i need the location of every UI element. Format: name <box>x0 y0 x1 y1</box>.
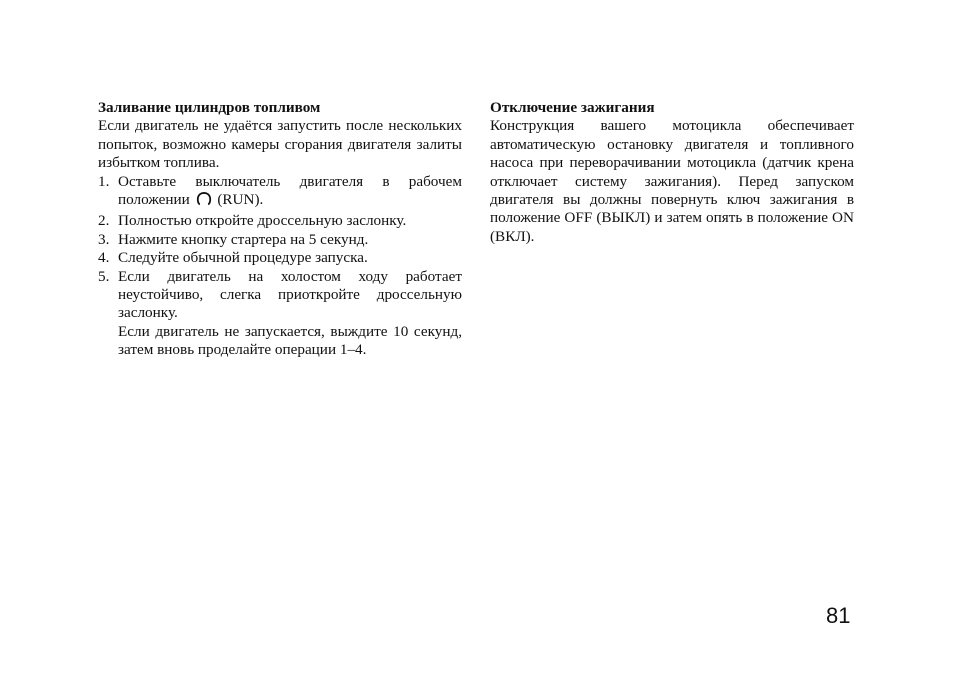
page-number: 81 <box>826 603 851 628</box>
flooding-intro: Если двигатель не удаётся запустить после нескольких попыток, возможно камеры сгорания двигателя залиты избытком топлива. <box>98 117 462 172</box>
fuel-flooding-section <box>98 99 462 360</box>
step-text-suffix: (RUN). <box>217 191 264 209</box>
step-number: 3. <box>98 230 110 248</box>
ignition-body: Конструкция вашего мотоцикла обеспечивает автоматическую остановку двигателя и топливного насоса при переворачивании мотоцикла (датчик крена отключает систему зажигания). Перед запуском двигателя вы должны повернуть ключ зажигания в положение OFF (ВЫКЛ) и затем опять в положение ON (ВКЛ). <box>490 117 854 245</box>
step-number: 4. <box>98 249 110 267</box>
list-item <box>98 268 462 360</box>
step-text: Оставьте выключатель двигателя в рабочем положении <box>118 172 462 209</box>
section-title-ignition: Отключение зажигания <box>490 99 655 116</box>
step-number: 1. <box>98 172 110 190</box>
step-text: Нажмите кнопку стартера на 5 секунд. <box>118 230 369 248</box>
step-number: 5. <box>98 267 110 285</box>
step-text: Полностью откройте дроссельную заслонку. <box>118 212 407 230</box>
flooding-steps-list <box>98 173 462 360</box>
ignition-cutoff-section <box>490 99 854 246</box>
list-item <box>98 212 462 230</box>
step-number: 2. <box>98 212 110 230</box>
section-title-flooding: Заливание цилиндров топливом <box>98 99 321 116</box>
list-item <box>98 173 462 213</box>
step-text: Следуйте обычной процедуре запуска. <box>118 249 368 267</box>
step-text-continuation: Если двигатель не запускается, выждите 10 секунд, затем вновь проделайте операции 1–4. <box>118 322 462 359</box>
list-item <box>98 249 462 267</box>
engine-run-icon <box>196 191 212 212</box>
list-item <box>98 231 462 249</box>
step-text: Если двигатель на холостом ходу работает неустойчиво, слегка приоткройте дроссельную заслонку. <box>118 267 462 322</box>
